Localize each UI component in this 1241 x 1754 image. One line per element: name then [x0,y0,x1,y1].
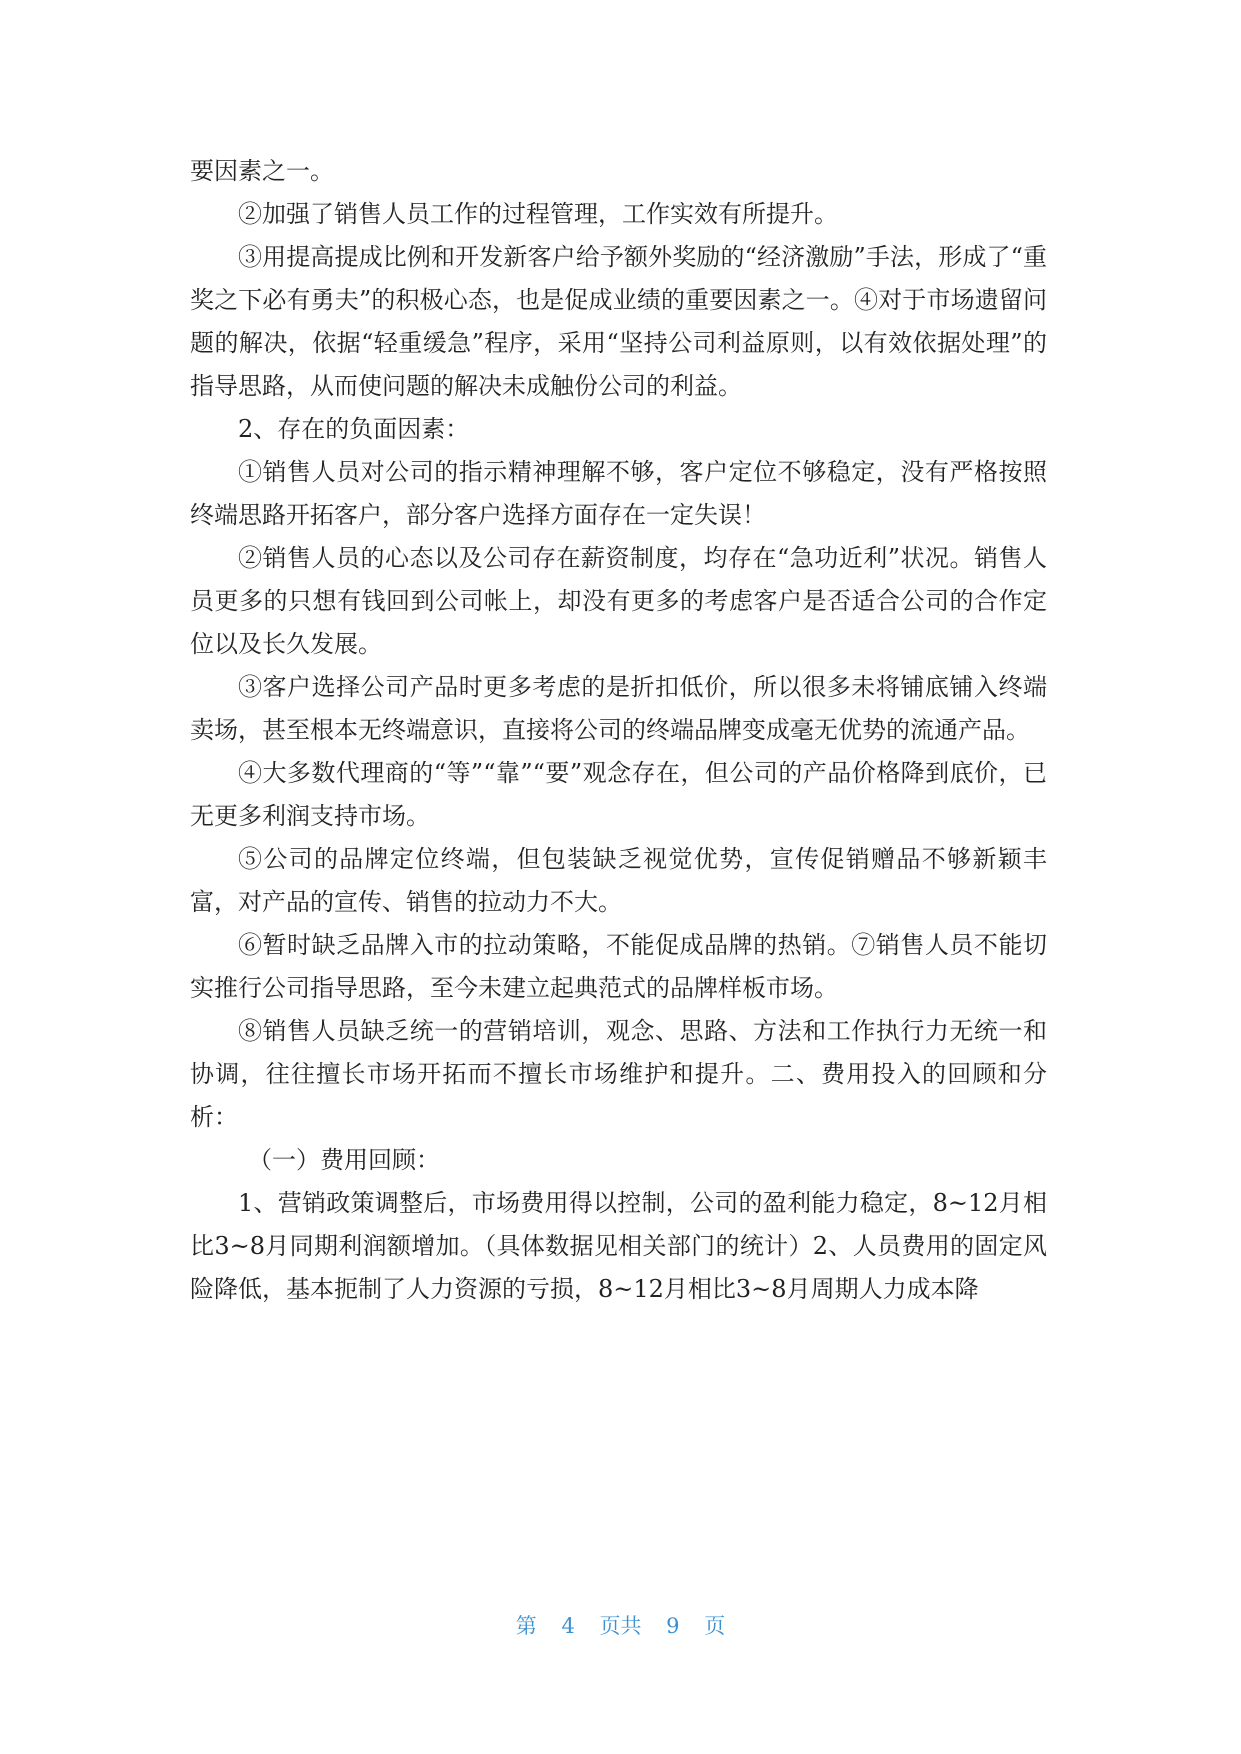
paragraph-negative-6: ⑥暂时缺乏品牌入市的拉动策略，不能促成品牌的热销。⑦销售人员不能切实推行公司指导思路，至今未建立起典范式的品牌样板市场。 [190,931,1047,1002]
section-heading-negative-factors: 2、存在的负面因素： [238,415,470,443]
paragraph-negative-1: ①销售人员对公司的指示精神理解不够，客户定位不够稳定，没有严格按照终端思路开拓客户，部分客户选择方面存在一定失误！ [190,458,1047,529]
paragraph-negative-2: ②销售人员的心态以及公司存在薪资制度，均存在“急功近利”状况。销售人员更多的只想有钱回到公司帐上，却没有更多的考虑客户是否适合公司的合作定位以及长久发展。 [190,544,1047,658]
paragraph-item-3: ③用提高提成比例和开发新客户给予额外奖励的“经济激励”手法，形成了“重奖之下必有勇夫”的积极心态，也是促成业绩的重要因素之一。④对于市场遗留问题的解决，依据“轻重缓急”程序，采用“坚持公司利益原则，以有效依据处理”的指导思路，从而使问题的解决未成触份公司的利益。 [190,243,1047,400]
paragraph-negative-3: ③客户选择公司产品时更多考虑的是折扣低价，所以很多未将铺底铺入终端卖场，甚至根本无终端意识，直接将公司的终端品牌变成毫无优势的流通产品。 [190,673,1047,744]
document-body [190,150,1047,1311]
section-heading-cost-review: （一）费用回顾： [248,1146,440,1174]
paragraph-item-2: ②加强了销售人员工作的过程管理，工作实效有所提升。 [238,200,838,228]
paragraph-negative-4: ④大多数代理商的“等”“靠”“要”观念存在，但公司的产品价格降到底价，已无更多利润支持市场。 [190,759,1047,830]
paragraph-negative-5: ⑤公司的品牌定位终端，但包装缺乏视觉优势，宣传促销赠品不够新颖丰富，对产品的宣传、销售的拉动力不大。 [190,845,1047,916]
paragraph-negative-8: ⑧销售人员缺乏统一的营销培训，观念、思路、方法和工作执行力无统一和协调，往往擅长市场开拓而不擅长市场维护和提升。二、费用投入的回顾和分析： [190,1017,1047,1131]
paragraph-cost-1: 1、营销政策调整后，市场费用得以控制，公司的盈利能力稳定，8~12月相比3~8月同期利润额增加。（具体数据见相关部门的统计）2、人员费用的固定风险降低，基本扼制了人力资源的亏损，8~12月相比3~8月周期人力成本降 [190,1189,1047,1303]
page-number-footer: 第 4 页共 9 页 [515,1614,726,1638]
paragraph-continuation: 要因素之一。 [190,157,334,185]
